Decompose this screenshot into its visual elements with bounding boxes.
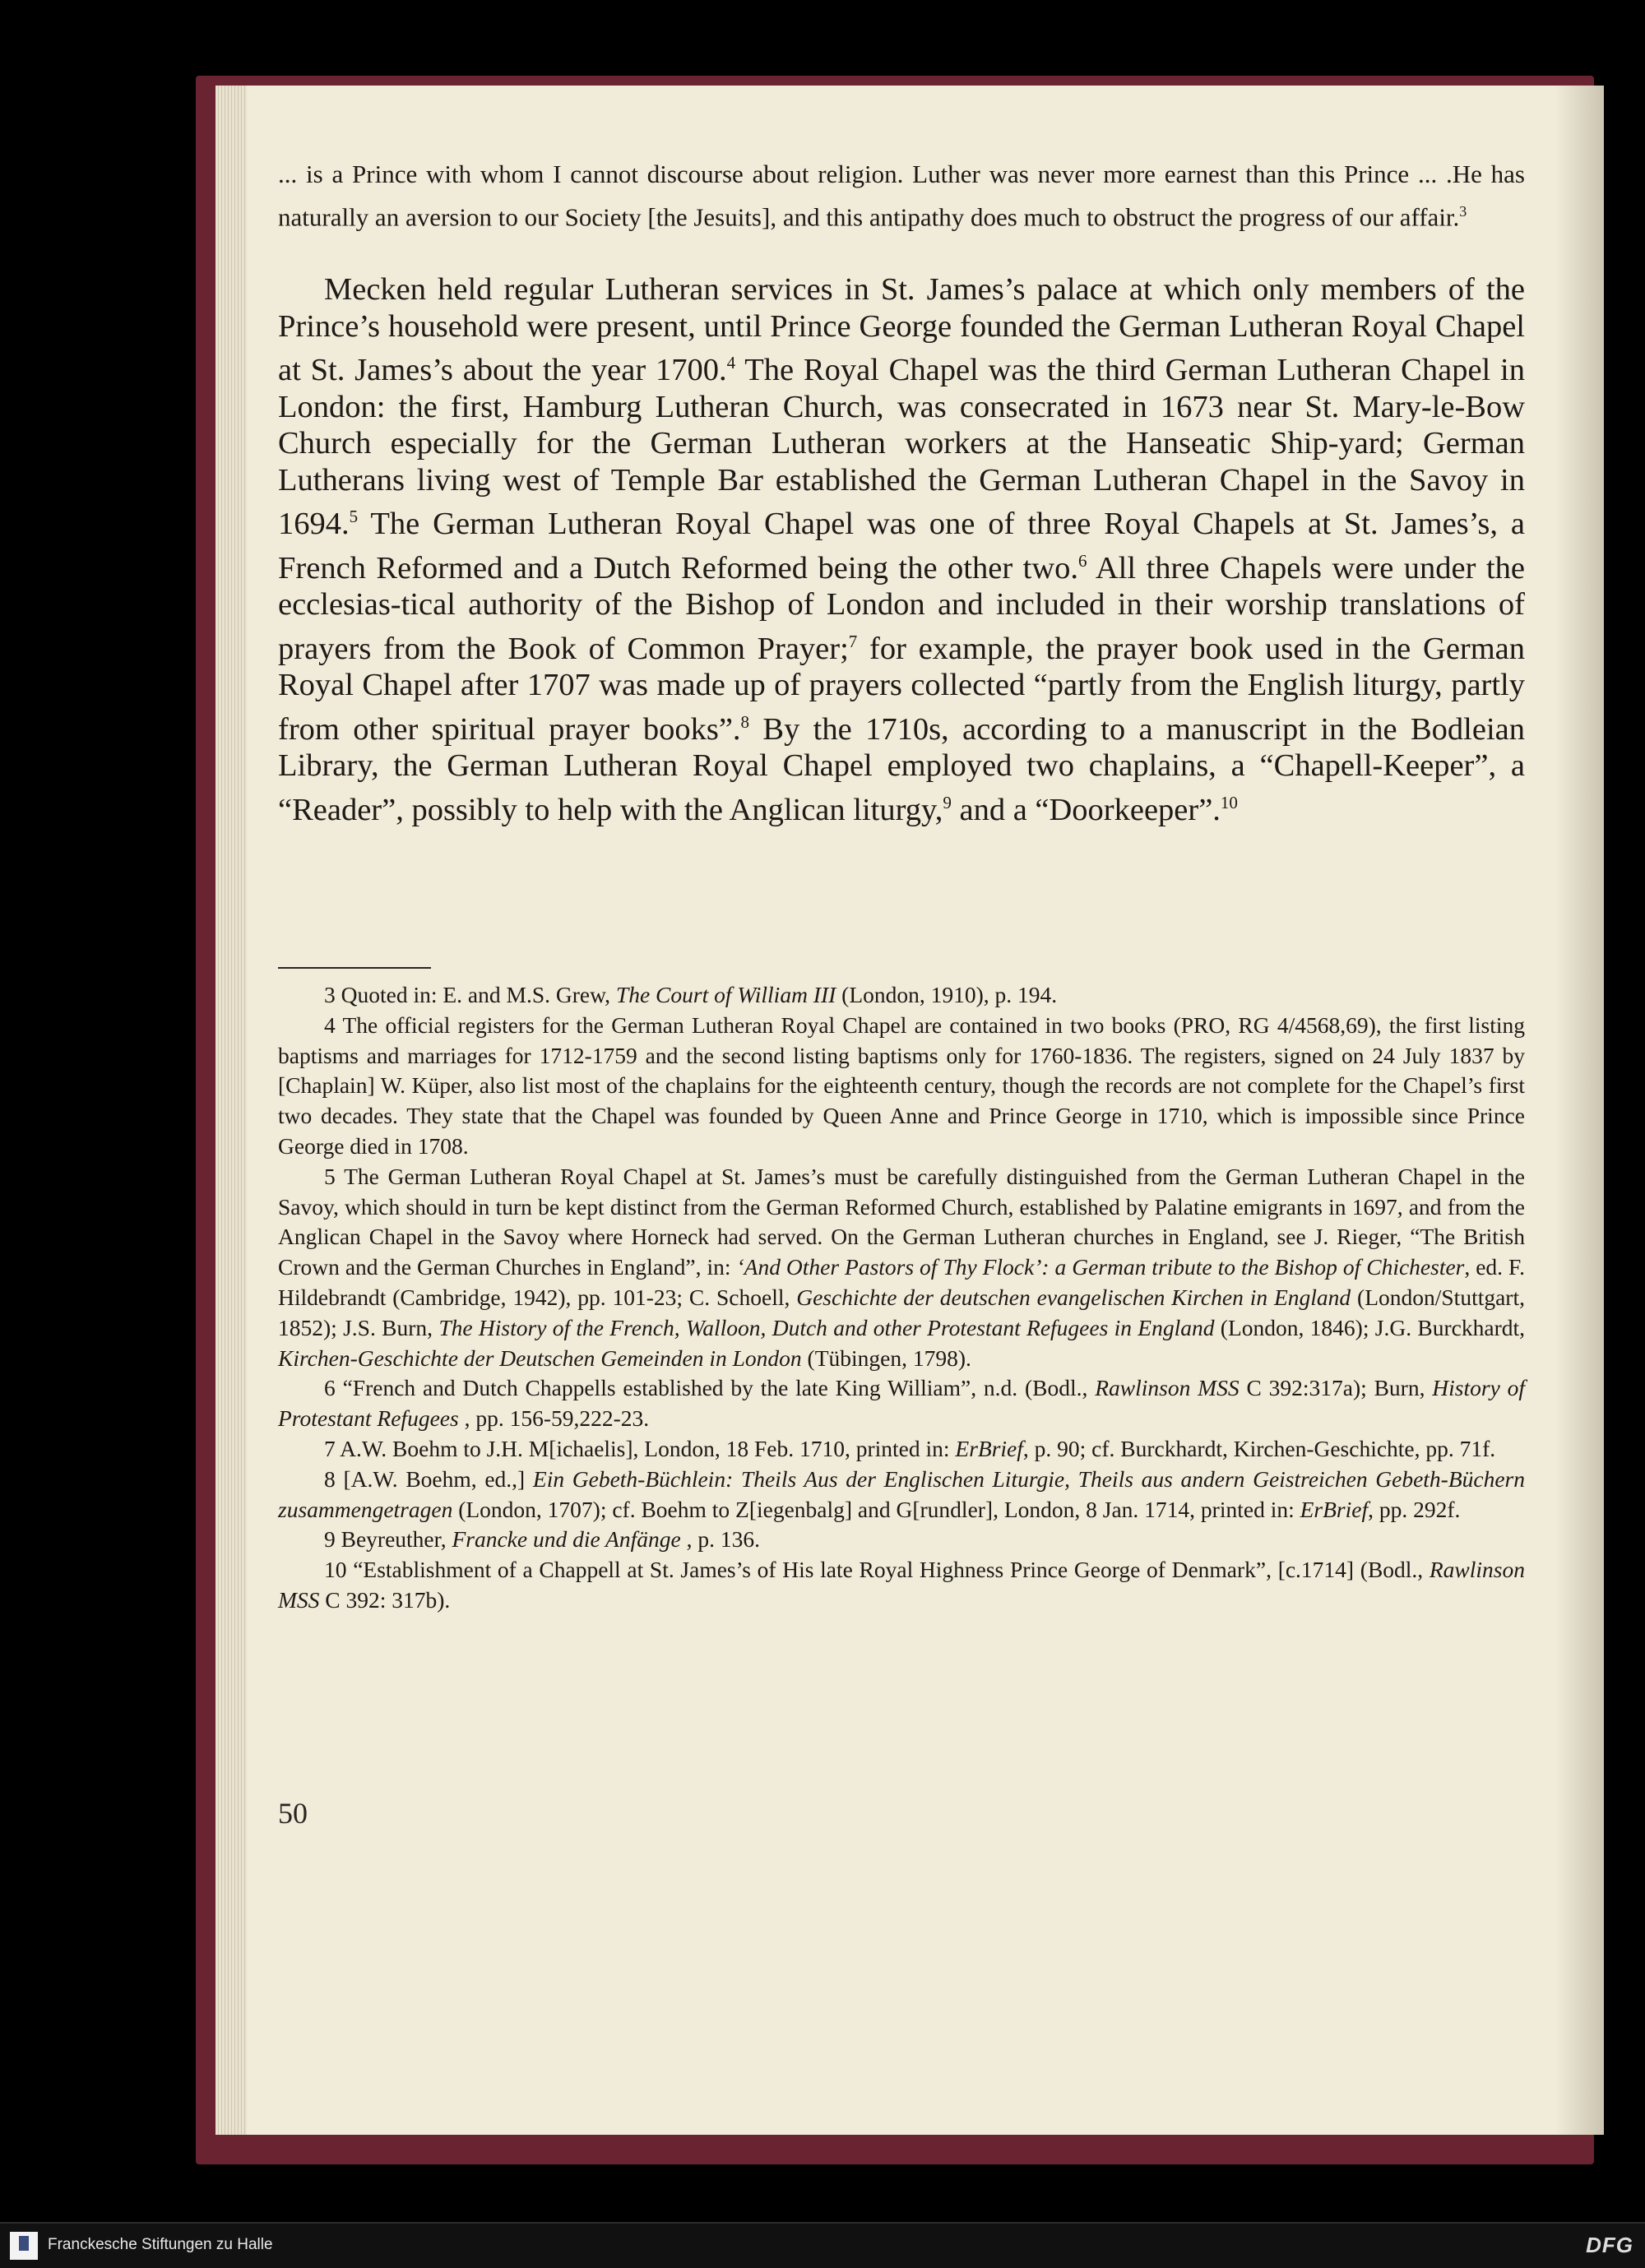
footnote-title: Ein Gebeth-Büchlein: Theils Aus der Englischen Liturgie, Theils aus andern Geistreichen Gebeth-Büchern zusammengetragen <box>278 1465 1525 1522</box>
footnote-text: 9 Beyreuther, <box>324 1526 452 1553</box>
footnote-title: Rawlinson MSS <box>1095 1375 1240 1401</box>
page-gutter-shadow <box>1555 86 1604 2135</box>
footnote-title: Rawlinson MSS <box>278 1557 1525 1613</box>
footnote-text: , p. 136. <box>680 1526 760 1553</box>
footnote <box>278 1373 1525 1434</box>
footnote-title: History of Protestant Refugees <box>278 1375 1526 1432</box>
footnote-title: The Court of William III <box>615 982 836 1007</box>
footnote-text: 3 Quoted in: E. and M.S. Grew, <box>324 982 616 1007</box>
footnote-text: , ed. F. Hildebrandt (Cambridge, 1942), pp. 101-23; C. Schoell, <box>278 1254 1525 1310</box>
footnote-text: C 392: 317b). <box>319 1586 451 1613</box>
body-paragraph <box>278 271 1525 828</box>
footnote-ref: 8 <box>740 711 750 732</box>
footnotes <box>278 980 1525 1616</box>
footnote-text: (London, 1707); cf. Boehm to Z[iegenbalg] and G[rundler], London, 8 Jan. 1714, printed in: <box>452 1496 1300 1522</box>
footnote <box>278 1434 1525 1465</box>
block-quote <box>278 156 1525 235</box>
body-text-segment: The Royal Chapel was the third German Lutheran Chapel in London: the first, Hamburg Lutheran Church, was consecrated in 1673 near St. Mary-le-Bow Church especially for the German Lutheran workers at the Hanseatic Ship-yard; German Lutherans living west of Temple Bar established the German Lutheran Chapel in the Savoy in 1694. <box>278 353 1525 542</box>
footnote-title: ErBrief <box>1300 1496 1369 1522</box>
franckesche-stiftungen-logo-icon[interactable] <box>10 2232 38 2260</box>
footnote-text: 7 A.W. Boehm to J.H. M[ichaelis], London, 18 Feb. 1710, printed in: <box>324 1435 956 1461</box>
footnote-title: ErBrief <box>955 1435 1023 1461</box>
quote-text: ... is a Prince with whom I cannot discourse about religion. Luther was never more earnest than this Prince ... .He has naturally an aversion to our Society [the Jesuits], and this antipathy does much to obstruct the progress of our affair. <box>278 160 1525 231</box>
footnote <box>278 980 1525 1011</box>
footnote-ref: 10 <box>1220 792 1238 812</box>
footnote-text: C 392:317a); Burn, <box>1239 1375 1433 1401</box>
footnote-text: (London, 1910), p. 194. <box>836 982 1058 1007</box>
body-text-segment: and a “Doorkeeper”. <box>951 792 1221 827</box>
logo-mark <box>19 2236 29 2251</box>
page-number: 50 <box>278 1797 308 1830</box>
footnote-title: Geschichte der deutschen evangelischen Kirchen in England <box>796 1284 1351 1310</box>
body-text-segment: Mecken held regular Lutheran services in St. James’s palace at which only members of the Prince’s household were present, until Prince George founded the German Lutheran Royal Chapel at St. James’s about the year 1700. <box>278 272 1525 388</box>
footnote-text: (Tübingen, 1798). <box>801 1345 971 1371</box>
footnote-text: 6 “French and Dutch Chappells established by the late King William”, n.d. (Bodl., <box>324 1375 1096 1401</box>
footnote-ref: 4 <box>726 353 736 373</box>
footnote-ref: 9 <box>943 792 952 812</box>
footnote-text: (London/Stuttgart, 1852); J.S. Burn, <box>278 1284 1525 1340</box>
footnote-ref: 7 <box>848 631 858 651</box>
footnote <box>278 1555 1525 1616</box>
body-text-segment: By the 1710s, according to a manuscript in the Bodleian Library, the German Lutheran Royal Chapel employed two chaplains, a “Chapell-Keeper”, a “Reader”, possibly to help with the Anglican liturgy, <box>278 711 1525 827</box>
institution-name[interactable]: Franckesche Stiftungen zu Halle <box>48 2236 273 2253</box>
footnote-text: 5 The German Lutheran Royal Chapel at St. James’s must be carefully distinguished from the German Lutheran Chapel in the Savoy, which should in turn be kept distinct from the German Reformed Church, established by Palatine emigrants in 1697, and from the Anglican Chapel in the Savoy where Horneck had served. On the German Lutheran churches in England, see J. Rieger, “The British Crown and the German Churches in England”, in: <box>278 1163 1525 1280</box>
footnote-text: 8 [A.W. Boehm, ed.,] <box>324 1465 533 1492</box>
footnote <box>278 1011 1525 1162</box>
footnote-text: , pp. 292f. <box>1368 1496 1461 1522</box>
footnote-title: Kirchen-Geschichte der Deutschen Gemeinden in London <box>278 1345 802 1371</box>
body-text-segment: for example, the prayer book used in the German Royal Chapel after 1707 was made up of prayers collected “partly from the English liturgy, partly from other spiritual prayer books”. <box>278 631 1526 747</box>
body-text-segment: The German Lutheran Royal Chapel was one of three Royal Chapels at St. James’s, a French Reformed and a Dutch Reformed being the other two. <box>278 507 1525 586</box>
footnote-text: (London, 1846); J.G. Burckhardt, <box>1214 1314 1525 1340</box>
footnote-text: , pp. 156-59,222-23. <box>458 1405 650 1432</box>
footnote-text: 10 “Establishment of a Chappell at St. James’s of His late Royal Highness Prince George of Denmark”, [c.1714] (Bodl., <box>324 1557 1430 1583</box>
footnote-divider <box>278 967 431 969</box>
footnote-text: , p. 90; cf. Burckhardt, Kirchen-Geschichte, pp. 71f. <box>1022 1435 1496 1461</box>
footnote <box>278 1525 1525 1555</box>
body-text-segment: All three Chapels were under the ecclesias-tical authority of the Bishop of London and included in their worship translations of prayers from the Book of Common Prayer; <box>278 550 1525 666</box>
footnote <box>278 1465 1525 1525</box>
footnote-title: Francke und die Anfänge <box>452 1526 681 1553</box>
footnote-title: The History of the French, Walloon, Dutch and other Protestant Refugees in England <box>438 1314 1215 1340</box>
footnote-title: ‘And Other Pastors of Thy Flock’: a German tribute to the Bishop of Chichester <box>736 1254 1465 1280</box>
footnote-text: 4 The official registers for the German Lutheran Royal Chapel are contained in two books (PRO, RG 4/4568,69), the first listing baptisms and marriages for 1712-1759 and the second listing baptisms only for 1760-1836. The registers, signed on 24 July 1837 by [Chaplain] W. Küper, also list most of the chaplains for the eighteenth century, though the records are not complete for the Chapel’s first two decades. They state that the Chapel was founded by Queen Anne and Prince George in 1710, which is impossible since Prince George died in 1708. <box>278 1011 1525 1159</box>
viewer-footer-bar <box>0 2222 1645 2268</box>
footnote <box>278 1162 1525 1374</box>
footnote-ref: 6 <box>1078 550 1087 571</box>
dfg-logo[interactable]: DFG <box>1586 2233 1633 2257</box>
footnote-ref: 5 <box>349 507 359 527</box>
quote-footnote-ref: 3 <box>1459 202 1467 220</box>
